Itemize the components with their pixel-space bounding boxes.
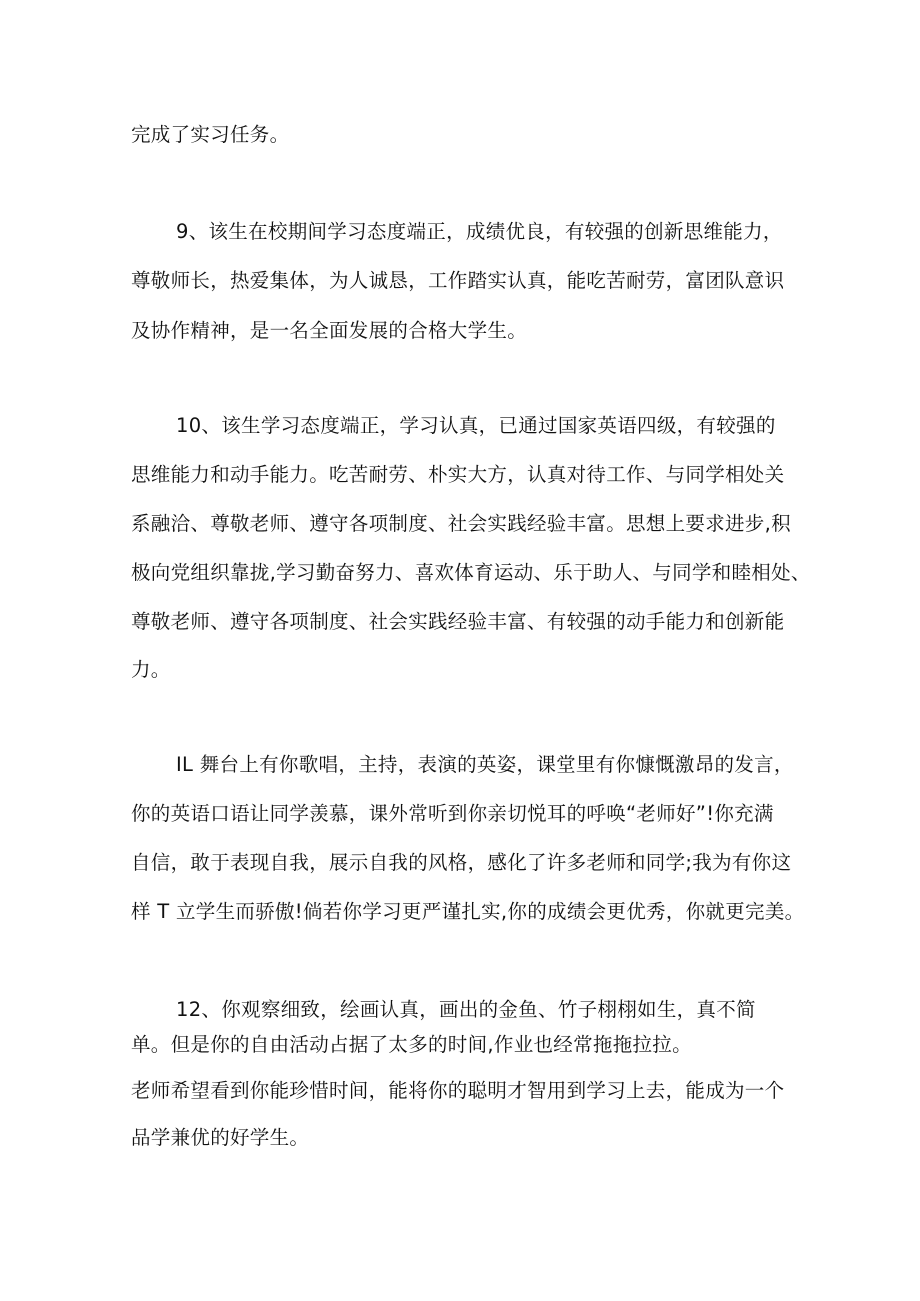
paragraph-10-line-4: 极向党组织靠拢,学习勤奋努力、喜欢体育运动、乐于助人、与同学和睦相处、: [131, 561, 811, 584]
paragraph-10-line-6: 力。: [131, 658, 171, 681]
paragraph-10-line-3: 系融洽、尊敬老师、遵守各项制度、社会实践经验丰富。思想上要求进步,积: [131, 512, 791, 535]
paragraph-10-line-1: 10、该生学习态度端正，学习认真，已通过国家英语四级，有较强的: [176, 414, 776, 437]
paragraph-10-line-2: 思维能力和动手能力。吃苦耐劳、朴实大方，认真对待工作、与同学相处关: [131, 463, 785, 486]
paragraph-9-line-2: 尊敬师长，热爱集体，为人诚恳，工作踏实认真，能吃苦耐劳，富团队意识: [131, 269, 785, 292]
paragraph-9-line-3: 及协作精神，是一名全面发展的合格大学生。: [131, 319, 528, 342]
paragraph-12-line-2: 单。但是你的自由活动占据了太多的时间,作业也经常拖拖拉拉。: [131, 1033, 692, 1056]
paragraph-10-line-5: 尊敬老师、遵守各项制度、社会实践经验丰富、有较强的动手能力和创新能: [131, 610, 785, 633]
paragraph-continued-line-1: 完成了实习任务。: [131, 123, 290, 146]
paragraph-11-line-3: 自信，敢于表现自我，展示自我的风格，感化了许多老师和同学;我为有你这: [131, 851, 792, 874]
paragraph-12-line-3: 老师希望看到你能珍惜时间，能将你的聪明才智用到学习上去，能成为一个: [131, 1079, 785, 1102]
paragraph-12-line-4: 品学兼优的好学生。: [131, 1126, 310, 1149]
paragraph-11-line-4: 样 T 立学生而骄傲!倘若你学习更严谨扎实,你的成绩会更优秀，你就更完美。: [131, 900, 805, 923]
paragraph-11-line-1: IL 舞台上有你歌唱，主持，表演的英姿，课堂里有你慷慨激昂的发言，: [176, 753, 794, 776]
paragraph-11-line-2: 你的英语口语让同学羡慕，课外常听到你亲切悦耳的呼唤“老师好”!你充满: [131, 802, 774, 825]
paragraph-9-line-1: 9、该生在校期间学习态度端正，成绩优良，有较强的创新思维能力，: [176, 220, 783, 243]
paragraph-12-line-1: 12、你观察细致，绘画认真，画出的金鱼、竹子栩栩如生，真不简: [176, 998, 756, 1021]
